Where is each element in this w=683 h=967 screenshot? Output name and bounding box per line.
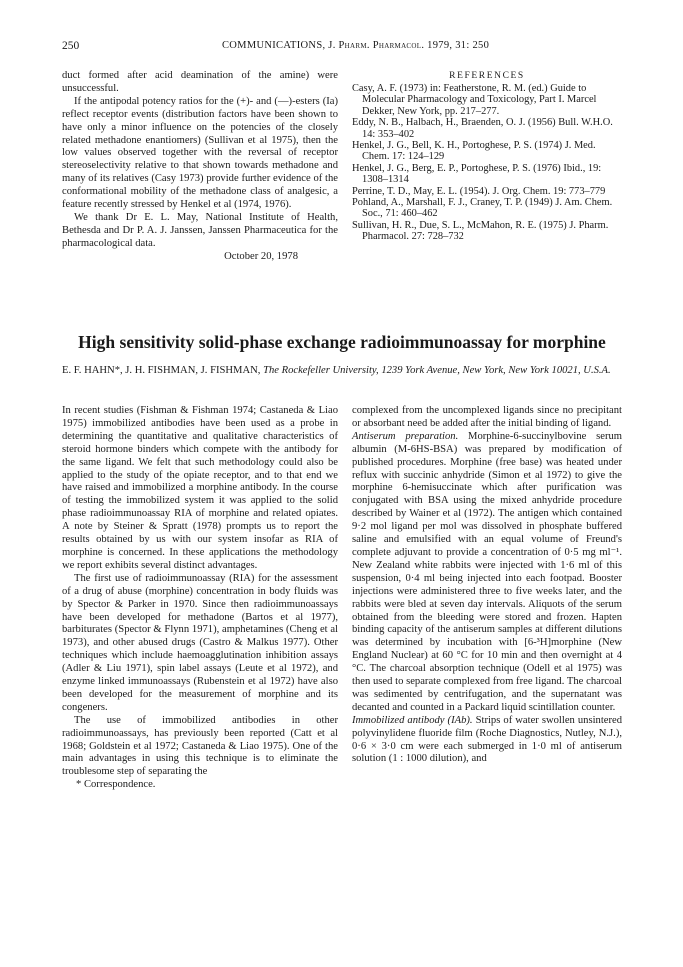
section-heading: Immobilized antibody (IAb). [352,714,473,726]
paragraph: If the antipodal potency ratios for the (+)- and (—)-esters (Ia) reflect receptor events (distribution factors have been shown to have only a minor influence on the potencies of the closely related methadone enantiomers) (Sullivan et al 1975), then the low values observed together with the reversal of receptor stereoselectivity relative to that shown towards methadone and many of its relatives (Casy 1973) provide further evidence of the conformational mobility of the methadone class of analgesic, a feature recently stressed by Henkel et al (1974, 1976). [62,95,338,211]
previous-article-text [62,70,338,264]
paragraph: In recent studies (Fishman & Fishman 1974; Castaneda & Liao 1975) immobilized antibodies have been used as a probe in determining the quantitative and qualitative characteristics of steroid hormone binders which compete with the antibody for the same ligand. We felt that such methodology could also be applied to the study of the opiate receptor, and to that end we have raised and immobilized a morphine antibody. In the course of testing the immobilized system it was applied to the solid phase radioimmunoassay RIA of morphine and related opiates. A note by Steiner & Spratt (1978) prompts us to report the results obtained by us with our system insofar as RIA of morphine is concerned. In these applications the methodology we report exhibits several distinct advantages. [62,405,338,571]
reference-item: Perrine, T. D., May, E. L. (1954). J. Org. Chem. 19: 773–779 [352,185,606,197]
author-names: E. F. HAHN*, J. H. FISHMAN, J. FISHMAN, [62,365,261,376]
article-right-column [352,405,622,766]
article-authors [62,364,622,377]
section-heading: Antiserum preparation. [352,430,459,442]
reference-item: Henkel, J. G., Bell, K. H., Portoghese, P. S. (1974) J. Med. Chem. 17: 124–129 [352,139,596,163]
paragraph: The first use of radioimmunoassay (RIA) for the assessment of a drug of abuse (morphine) concentration in body fluids was by Spector & Parker in 1970. Since then radioimmunoassays have been developed for methadone (Bartos et al 1977), barbiturates (Spector & Flynn 1971), amphetamines (Cheng et al 1973), and other abused drugs (Castro & Malkus 1977). Other techniques which include haemoagglutination inhibition assays (Adler & Liu 1971), spin label assays (Leute et al 1972), and enzyme linked immunoassays (Rubenstein et al 1972) have also been developed for the measurement of morphine and its congeners. [62,572,338,713]
antiserum-paragraph [352,431,622,715]
footnote: * Correspondence. [76,779,156,791]
running-header [62,40,622,56]
paragraph: The use of immobilized antibodies in other radioimmunoassays, has previously been reported (Catt et al 1968; Goldstein et al 1972; Castaneda & Liao 1975). One of the main advantages in using this technique is to eliminate the troublesome step of separating the [62,714,338,778]
reference-item: Casy, A. F. (1973) in: Featherstone, R. M. (ed.) Guide to Molecular Pharmacology and Toxicology, Part I. Marcel Dekker, New York, pp. 217–277. [352,82,597,117]
section-text: Morphine-6-succinylbovine serum albumin (M-6HS-BSA) was prepared by modification of published procedures. Morphine (free base) was heated under reflux with succinic anhydride (Simon et al 1972) to give the morphine 6-hemisuccinate which after purification was conjugated with BSA using the mixed anhydride procedure described by Wainer et al (1972). The antigen which contained 9·2 mol ligand per mol was dissolved in phosphate buffered saline and emulsified with an equal volume of Freund's complete adjuvant to provide a concentration of 0·5 mg ml⁻¹. New Zealand white rabbits were injected with 1·6 ml of this suspension, 0·4 ml being injected into each footpad. Booster injections were administered three to five weeks later, and the rabbits were bled at seven day intervals. Aliquots of the serum obtained from the bleeding were stored and frozen. Hapten binding capacity of the antiserum samples at different dilutions was determined by incubation with [6-³H]morphine (New England Nuclear) at 60 °C for 10 min and then overnight at 4 °C. The charcoal absorption technique (Odell et al 1975) was then used to separate complexed from free ligand. The charcoal was sedimented by centrifugation, and the supernatant was decanted and counted in a Packard liquid scintillation counter. [352,430,623,713]
section-text: Strips of water swollen unsintered polyvinylidene fluoride film (Roche Diagnostics, Nutley, N.J.), 0·6 × 3·0 cm were each submerged in 1·0 ml of antiserum solution (1 : 1000 dilution), and [352,714,622,765]
received-date: October 20, 1978 [224,250,298,262]
article-left-column [62,405,338,792]
immobilized-antibody-paragraph [352,715,622,767]
reference-item: Henkel, J. G., Berg, E. P., Portoghese, P. S. (1976) Ibid., 19: 1308–1314 [352,162,602,186]
article-title: High sensitivity solid-phase exchange radioimmunoassay for morphine [78,332,606,352]
reference-item: Pohland, A., Marshall, F. J., Craney, T. P. (1949) J. Am. Chem. Soc., 71: 460–462 [352,196,613,220]
page-number: 250 [62,40,80,52]
paragraph: complexed from the uncomplexed ligands since no precipitant or absorbant need be added after the initial binding of ligand. [352,405,622,429]
reference-item: Sullivan, H. R., Due, S. L., McMahon, R. E. (1975) J. Pharm. Pharmacol. 27: 728–732 [352,219,609,243]
running-head: COMMUNICATIONS, J. Pharm. Pharmacol. 1979, 31: 250 [222,40,490,51]
references-section [352,70,622,243]
paragraph: We thank Dr E. L. May, National Institute of Health, Bethesda and Dr P. A. J. Janssen, Janssen Pharmaceutica for the pharmacological data. [62,211,338,249]
paragraph: duct formed after acid deamination of the amine) were unsuccessful. [62,70,338,94]
references-heading: REFERENCES [449,71,525,81]
author-affiliation: The Rockefeller University, 1239 York Avenue, New York, New York 10021, U.S.A. [263,365,611,376]
reference-item: Eddy, N. B., Halbach, H., Braenden, O. J. (1956) Bull. W.H.O. 14: 353–402 [352,117,613,140]
